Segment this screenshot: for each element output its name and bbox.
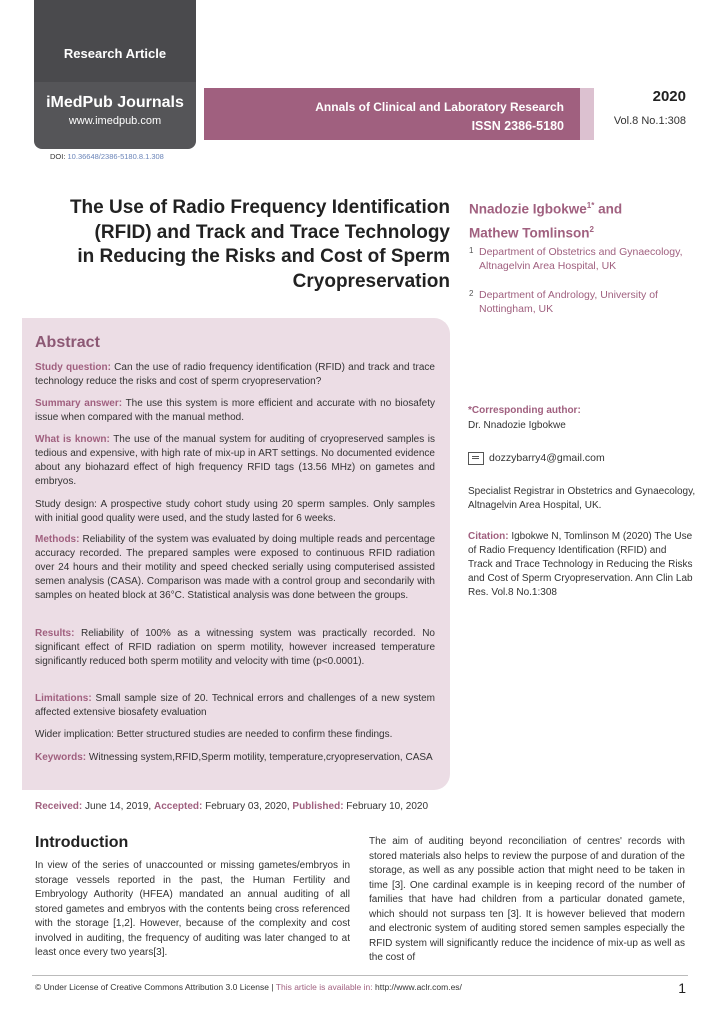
- author-name: Nnadozie Igbokwe: [469, 201, 587, 217]
- author-list: [469, 196, 709, 243]
- journal-banner-accent: [580, 88, 594, 140]
- introduction-heading: Introduction: [35, 834, 129, 851]
- title-line: The Use of Radio Frequency Identification: [69, 197, 450, 218]
- affiliation-number: 1: [469, 246, 474, 255]
- section-label: Limitations:: [35, 693, 92, 704]
- section-text: Witnessing system,RFID,Sperm motility, temperature,cryopreservation, CASA: [86, 752, 433, 763]
- section-label: What is known:: [35, 434, 110, 445]
- author-affiliation-mark: 2: [589, 224, 594, 234]
- page-number: 1: [678, 980, 686, 996]
- abstract-heading: Abstract: [35, 334, 100, 351]
- published-date: February 10, 2020: [343, 801, 429, 812]
- publisher-name: iMedPub Journals: [46, 94, 184, 111]
- author-joiner: and: [594, 201, 623, 217]
- section-text: Reliability of 100% as a witnessing system was practically recorded. No significant effect of RFID radiation on sperm motility, however increased temperature significantly reduced both sperm motility and velocity with time (p<0.0001).: [35, 628, 435, 667]
- envelope-icon: [468, 452, 484, 465]
- abstract-summary: [35, 397, 435, 425]
- accepted-date: February 03, 2020,: [202, 801, 293, 812]
- publisher-url[interactable]: www.imedpub.com: [68, 115, 162, 127]
- section-label: Results:: [35, 628, 75, 639]
- affiliation-text: Department of Andrology, University of Nottingham, UK: [479, 289, 658, 315]
- received-label: Received:: [35, 801, 83, 812]
- published-label: Published:: [292, 801, 344, 812]
- abstract-methods: [35, 533, 435, 603]
- abstract-keywords: [35, 751, 435, 765]
- author-affiliation-mark: 1*: [586, 201, 595, 210]
- license-text: © Under License of Creative Commons Attribution 3.0 License |: [35, 982, 276, 992]
- section-label: Study question:: [35, 362, 111, 373]
- brand-top-band: [34, 0, 196, 82]
- section-label: Keywords:: [35, 752, 87, 763]
- abstract-results: [35, 627, 435, 669]
- title-line: (RFID) and Track and Trace Technology: [94, 221, 450, 243]
- availability-text: This article is available in:: [275, 982, 375, 992]
- article-type-label: Research Article: [63, 46, 167, 61]
- accepted-label: Accepted:: [153, 801, 203, 812]
- journal-url-link[interactable]: http://www.aclr.com.es/: [375, 982, 462, 992]
- citation-block: [468, 530, 693, 600]
- abstract-known: [35, 433, 435, 489]
- publication-year: 2020: [652, 88, 686, 105]
- affiliation-item: [469, 246, 709, 273]
- corresponding-author-name: Dr. Nnadozie Igbokwe: [468, 420, 566, 431]
- article-title: [40, 196, 450, 294]
- abstract-wider-implication: Wider implication: Better structured studies are needed to confirm these findings.: [35, 729, 393, 740]
- journal-issn: ISSN 2386-5180: [471, 119, 564, 133]
- section-text: The use of the manual system for auditing of cryopreserved samples is tedious and expensive, with high rate of mix-up in ART settings. No documented evidence about any biohazard effect of high frequency RFID tags (13.56 MHz) on gametes and embryos.: [35, 434, 435, 487]
- section-label: Methods:: [35, 534, 80, 545]
- doi-line: [50, 152, 164, 161]
- introduction-right-column: The aim of auditing beyond reconciliation of centres' records with stored materials also helps to review the purpose of and duration of the storage, as well as any possible action that might need to be taken in time [3]. One cardinal example is in keeping record of the number of families that have had children from a particular donated gamete, which should not surpass ten [3]. It is however believed that modern and electronic system of auditing stored semen samples especially the RFID system will significantly reduce the incidence of mix-up as well as the cost of: [369, 836, 685, 963]
- publication-dates: [35, 801, 428, 812]
- received-date: June 14, 2019,: [82, 801, 154, 812]
- abstract-study-question: [35, 361, 435, 389]
- abstract-design: Study design: A prospective study cohort study using 20 sperm samples. Only samples with initial good quality were used, and the study lasted for 6 weeks.: [35, 499, 435, 524]
- publisher-brand-box: [34, 0, 196, 149]
- corresponding-author-role: Specialist Registrar in Obstetrics and Gynaecology, Altnagelvin Area Hospital, UK.: [468, 486, 696, 511]
- affiliation-item: [469, 289, 709, 316]
- footer-license: [35, 982, 462, 992]
- citation-text: Igbokwe N, Tomlinson M (2020) The Use of Radio Frequency Identification (RFID) and Track and Trace Technology in Reducing the Risks and Cost of Sperm Cryopreservation. Ann Clin Lab Res. Vol.8 No.1:308: [468, 531, 693, 598]
- title-line: Cryopreservation: [292, 270, 450, 292]
- author-name: Mathew Tomlinson: [469, 225, 590, 240]
- corresponding-author-email[interactable]: dozzybarry4@gmail.com: [489, 452, 605, 464]
- section-text: Reliability of the system was evaluated by doing multiple reads and percentage accuracy recorded. The prepared samples were exposed to continuous RFID radiation over 24 hours and their motility and speed checked serially using computerised assisted semen analysis (CASA). Comparison was made with a control group and secondarily with samples on heated block at 36°C. Statistical analysis was done between the groups.: [35, 534, 435, 601]
- corresponding-author-label: *Corresponding author:: [468, 405, 581, 416]
- section-text: The use this system is more efficient and accurate with no biosafety issue when compared with the manual method.: [35, 398, 435, 423]
- section-text: Can the use of radio frequency identification (RFID) and track and trace technology reduce the risks and cost of sperm cryopreservation?: [35, 362, 435, 387]
- doi-label: DOI:: [50, 152, 68, 161]
- journal-name: Annals of Clinical and Laboratory Research: [315, 100, 564, 114]
- doi-link[interactable]: 10.36648/2386-5180.8.1.308: [67, 152, 164, 161]
- affiliation-text: Department of Obstetrics and Gynaecology, Altnagelvin Area Hospital, UK: [479, 246, 683, 272]
- affiliation-number: 2: [469, 289, 474, 298]
- volume-issue: Vol.8 No.1:308: [613, 115, 686, 127]
- introduction-left-column: In view of the series of unaccounted or missing gametes/embryos in storage vessels reported in the past, the Human Fertility and Embryology Authority (HFEA) mandated an annual auditing of all stored gametes and embryos with the contents being cross referenced with the storage [1,2]. However, because of the complexity and cost involved in auditing, the frequency of auditing was later changed to at least once every two years[3].: [35, 860, 350, 958]
- section-label: Summary answer:: [35, 398, 123, 409]
- section-text: Small sample size of 20. Technical errors and challenges of a new system affected extensive biosafety evaluation: [35, 693, 435, 718]
- citation-label: Citation:: [468, 531, 509, 542]
- title-line: in Reducing the Risks and Cost of Sperm: [77, 246, 450, 267]
- journal-banner: [204, 88, 580, 140]
- footer-divider: [32, 975, 688, 976]
- abstract-limitations: [35, 692, 435, 720]
